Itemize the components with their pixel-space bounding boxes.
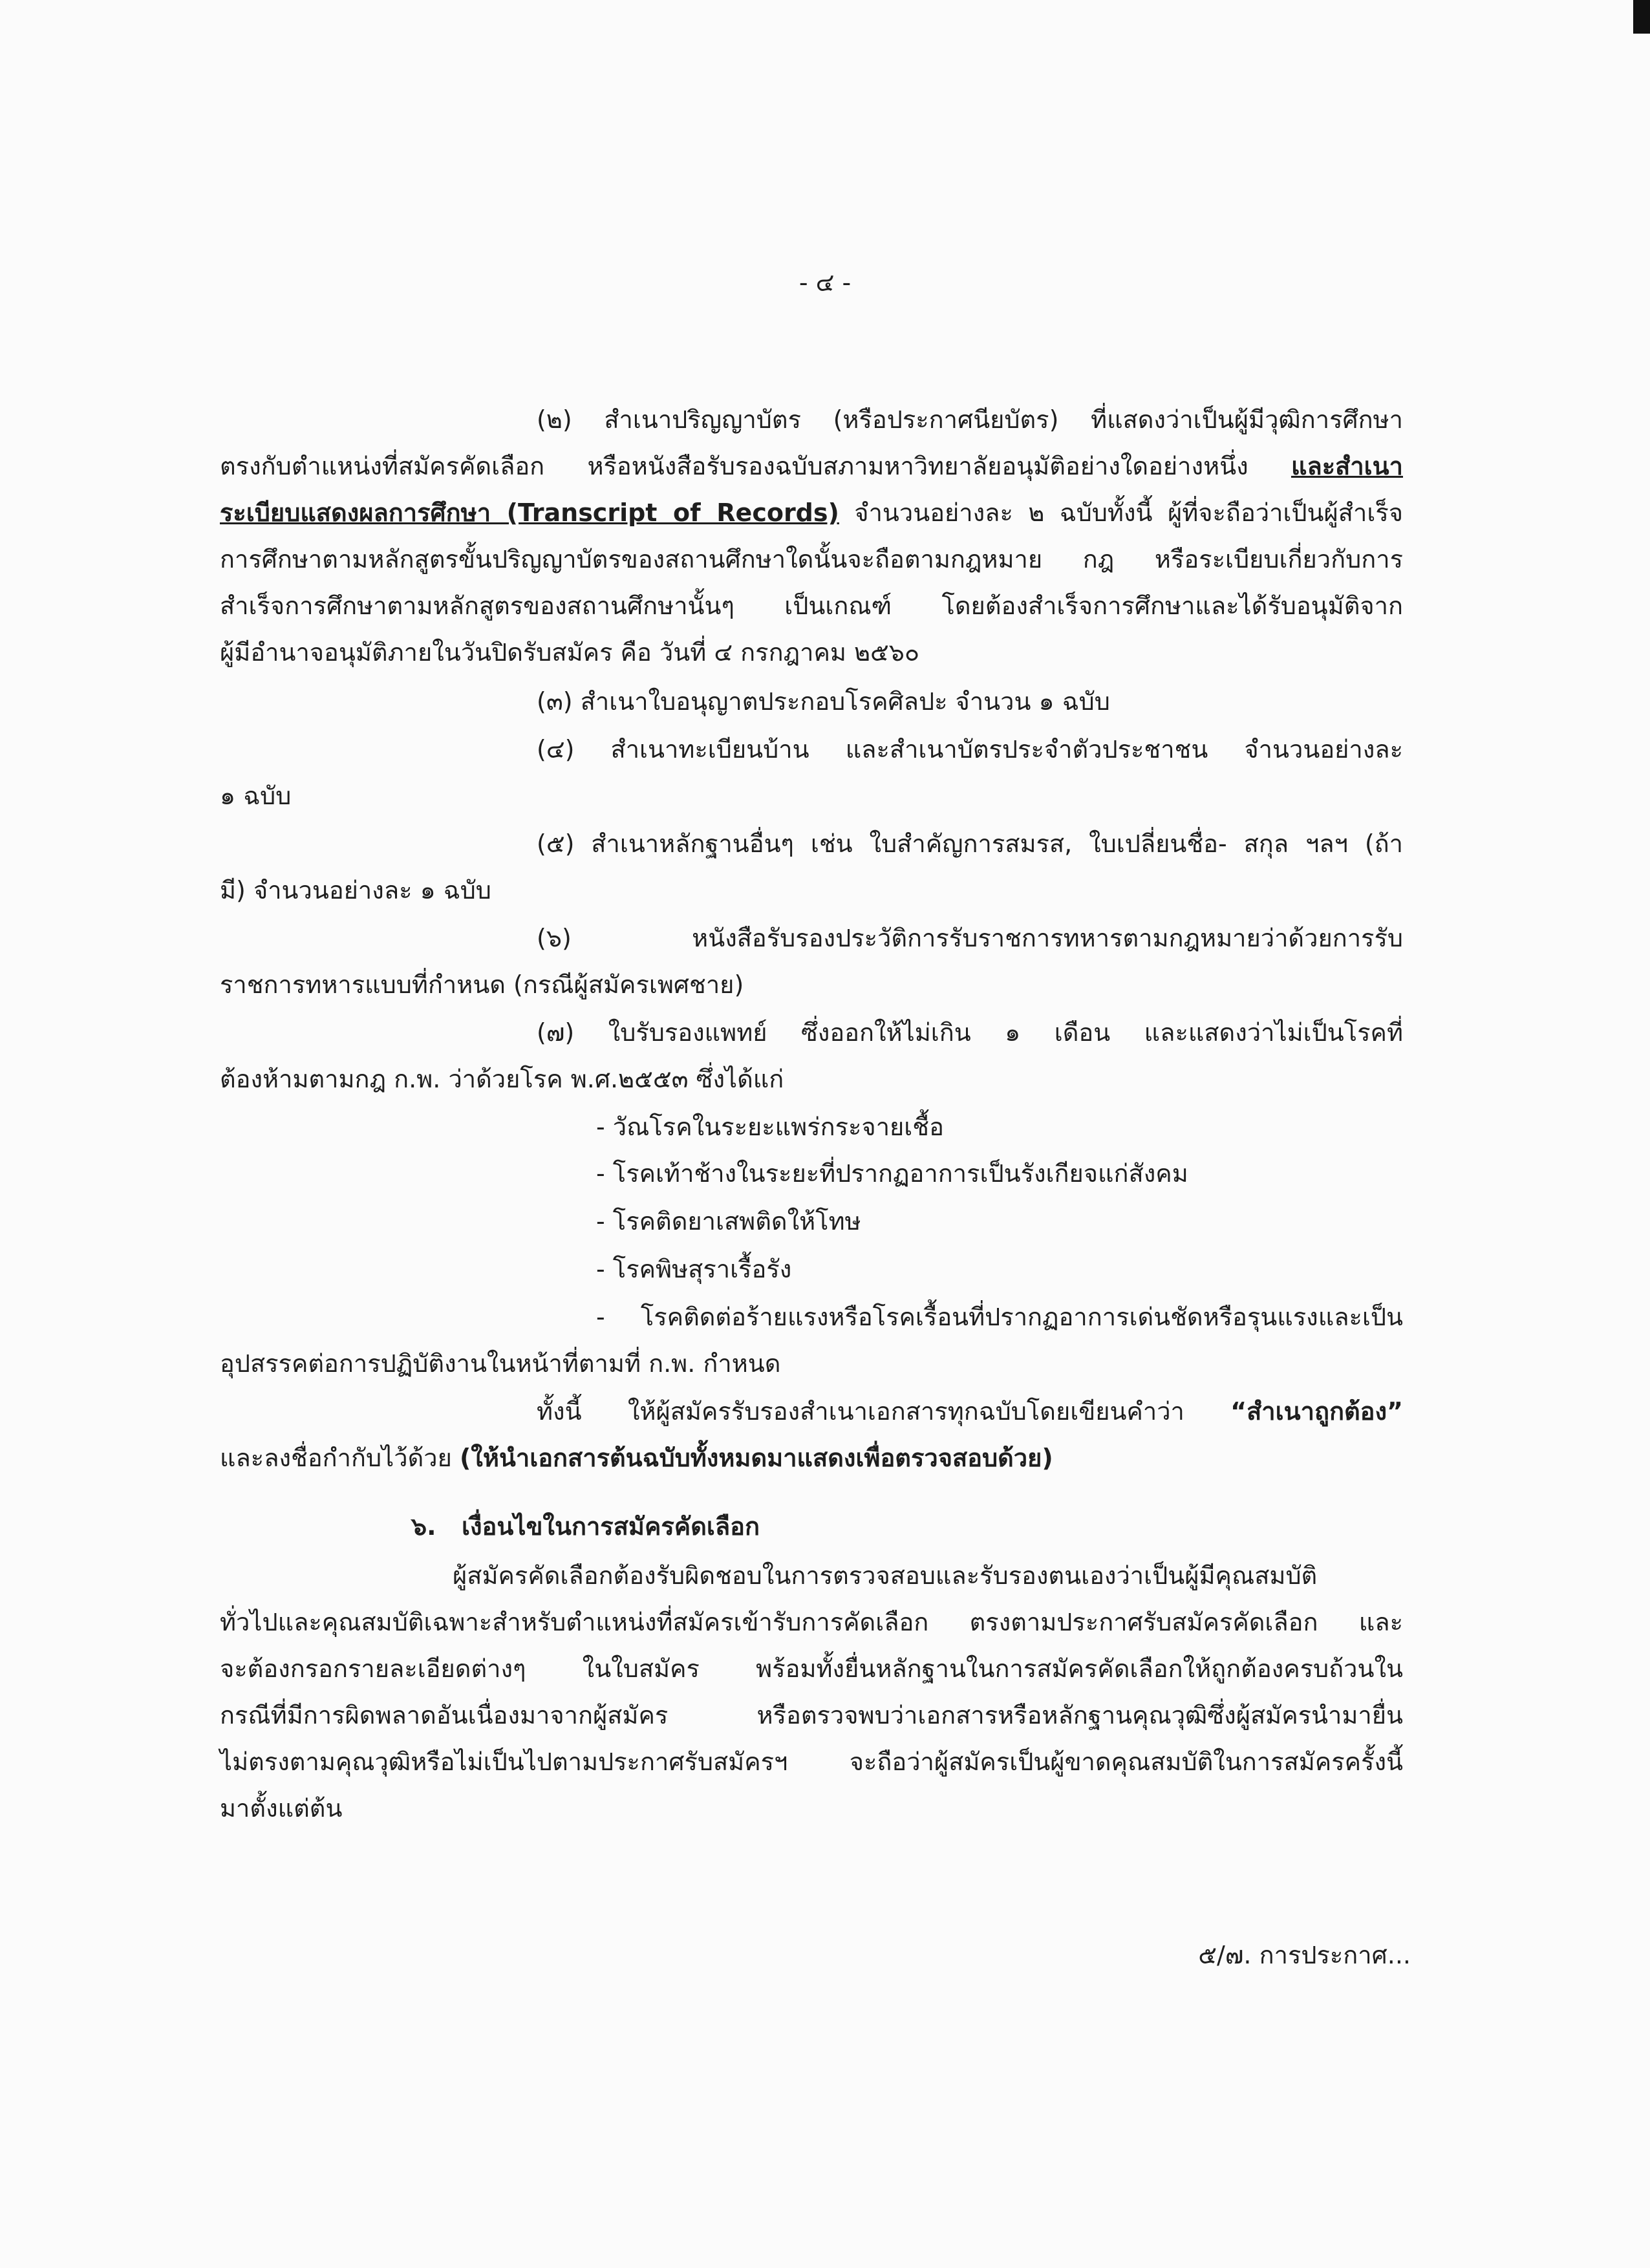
item-5-line-2: มี) จำนวนอย่างละ ๑ ฉบับ bbox=[220, 876, 491, 904]
item-2-line-3 bbox=[220, 500, 1403, 525]
item-2-line-2-emphasis: และสำเนา bbox=[1291, 452, 1403, 480]
item-2-line-3-plain: จำนวนอย่างละ ๒ ฉบับทั้งนี้ ผู้ที่จะถือว่าเป็นผู้สำเร็จ bbox=[839, 498, 1403, 527]
item-7-line-1: (๗) ใบรับรองแพทย์ ซึ่งออกให้ไม่เกิน ๑ เดือน และแสดงว่าไม่เป็นโรคที่ bbox=[537, 1018, 1403, 1047]
disease-list-item: - โรคพิษสุราเรื้อรัง bbox=[596, 1255, 792, 1283]
disease-list-item: - วัณโรคในระยะแพร่กระจายเชื้อ bbox=[596, 1113, 944, 1141]
item-6-line-2: ราชการทหารแบบที่กำหนด (กรณีผู้สมัครเพศชาย) bbox=[220, 970, 744, 999]
section-6-line-4: กรณีที่มีการผิดพลาดอันเนื่องมาจากผู้สมัคร หรือตรวจพบว่าเอกสารหรือหลักฐานคุณวุฒิซึ่งผู้สมัครนำมายื่น bbox=[220, 1701, 1403, 1729]
page-number: - ๔ - bbox=[798, 268, 852, 297]
item-2-line-4: การศึกษาตามหลักสูตรขั้นปริญญาบัตรของสถานศึกษาใดนั้นจะถือตามกฎหมาย กฎ หรือระเบียบเกี่ยวกับการ bbox=[220, 545, 1403, 573]
section-6-heading: เงื่อนไขในการสมัครคัดเลือก bbox=[462, 1512, 760, 1541]
section-6-line-5: ไม่ตรงตามคุณวุฒิหรือไม่เป็นไปตามประกาศรับสมัครฯ จะถือว่าผู้สมัครเป็นผู้ขาดคุณสมบัติในการสมัครครั้งนี้ bbox=[220, 1748, 1403, 1776]
certify-line-2 bbox=[220, 1446, 1053, 1470]
disease-list-continuation: อุปสรรคต่อการปฏิบัติงานในหน้าที่ตามที่ ก.พ. กำหนด bbox=[220, 1349, 781, 1378]
item-2-line-6: ผู้มีอำนาจอนุมัติภายในวันปิดรับสมัคร คือ วันที่ ๔ กรกฎาคม ๒๕๖๐ bbox=[220, 638, 920, 667]
certify-line-1-plain: ทั้งนี้ ให้ผู้สมัครรับรองสำเนาเอกสารทุกฉบับโดยเขียนคำว่า bbox=[537, 1397, 1231, 1426]
certify-line-2-emphasis: (ให้นำเอกสารต้นฉบับทั้งหมดมาแสดงเพื่อตรวจสอบด้วย) bbox=[459, 1444, 1053, 1472]
item-2-line-2 bbox=[220, 454, 1403, 478]
disease-list-item: - โรคเท้าช้างในระยะที่ปรากฏอาการเป็นรังเกียจแก่สังคม bbox=[596, 1159, 1188, 1188]
item-4-line-1: (๔) สำเนาทะเบียนบ้าน และสำเนาบัตรประจำตัวประชาชน จำนวนอย่างละ bbox=[537, 735, 1403, 764]
section-6-line-6: มาตั้งแต่ต้น bbox=[220, 1794, 343, 1823]
disease-list-item: - โรคติดต่อร้ายแรงหรือโรคเรื้อนที่ปรากฏอาการเด่นชัดหรือรุนแรงและเป็น bbox=[596, 1303, 1403, 1331]
section-6-line-3: จะต้องกรอกรายละเอียดต่างๆ ในใบสมัคร พร้อมทั้งยื่นหลักฐานในการสมัครคัดเลือกให้ถูกต้องครบถ้วนใน bbox=[220, 1654, 1403, 1683]
continuation-reference: ๕/๗. การประกาศ... bbox=[1198, 1941, 1411, 1969]
item-2-line-5: สำเร็จการศึกษาตามหลักสูตรของสถานศึกษานั้นๆ เป็นเกณฑ์ โดยต้องสำเร็จการศึกษาและได้รับอนุมัติจาก bbox=[220, 592, 1403, 620]
section-6-number: ๖. bbox=[411, 1512, 436, 1541]
item-2-line-3-emphasis: ระเบียบแสดงผลการศึกษา (Transcript of Records) bbox=[220, 498, 839, 527]
item-5-line-1: (๕) สำเนาหลักฐานอื่นๆ เช่น ใบสำคัญการสมรส, ใบเปลี่ยนชื่อ- สกุล ฯลฯ (ถ้า bbox=[537, 829, 1403, 858]
disease-list-item: - โรคติดยาเสพติดให้โทษ bbox=[596, 1207, 861, 1236]
item-4-line-2: ๑ ฉบับ bbox=[220, 782, 292, 810]
item-2-line-2-plain: ตรงกับตำแหน่งที่สมัครคัดเลือก หรือหนังสือรับรองฉบับสภามหาวิทยาลัยอนุมัติอย่างใดอย่างหนึ่ง bbox=[220, 452, 1248, 480]
item-7-line-2: ต้องห้ามตามกฎ ก.พ. ว่าด้วยโรค พ.ศ.๒๕๕๓ ซึ่งได้แก่ bbox=[220, 1065, 784, 1093]
section-6-line-2: ทั่วไปและคุณสมบัติเฉพาะสำหรับตำแหน่งที่สมัครเข้ารับการคัดเลือก ตรงตามประกาศรับสมัครคัดเลือก และ bbox=[220, 1608, 1403, 1636]
item-2-line-1: (๒) สำเนาปริญญาบัตร (หรือประกาศนียบัตร) ที่แสดงว่าเป็นผู้มีวุฒิการศึกษา bbox=[537, 405, 1403, 434]
certify-line-2-plain: และลงชื่อกำกับไว้ด้วย bbox=[220, 1444, 460, 1472]
item-6-line-1: (๖) หนังสือรับรองประวัติการรับราชการทหารตามกฎหมายว่าด้วยการรับ bbox=[537, 924, 1403, 952]
section-6-line-1: ผู้สมัครคัดเลือกต้องรับผิดชอบในการตรวจสอบและรับรองตนเองว่าเป็นผู้มีคุณสมบัติ bbox=[453, 1561, 1318, 1590]
item-3: (๓) สำเนาใบอนุญาตประกอบโรคศิลปะ จำนวน ๑ ฉบับ bbox=[537, 687, 1110, 716]
certify-line-1 bbox=[537, 1399, 1403, 1424]
certify-line-1-emphasis: “สำเนาถูกต้อง” bbox=[1230, 1397, 1403, 1426]
